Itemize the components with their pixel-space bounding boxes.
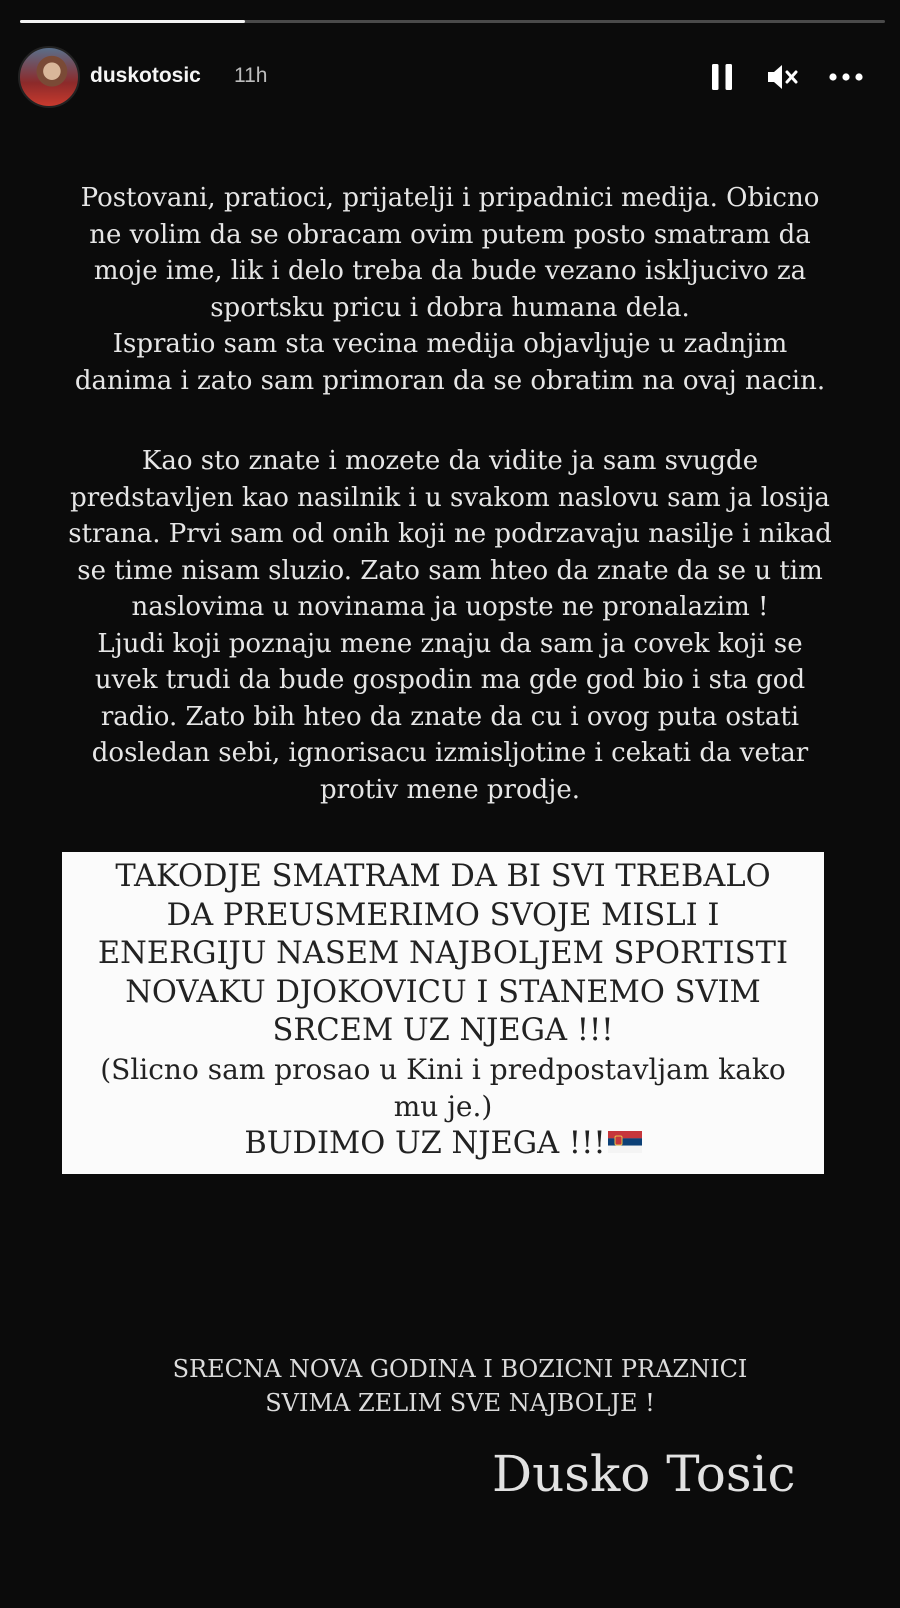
closing-message xyxy=(60,1352,860,1420)
box-caps-line: DA PREUSMERIMO SVOJE MISLI I xyxy=(166,897,720,933)
text-line: se time nisam sluzio. Zato sam hteo da znate da se u tim xyxy=(77,555,823,586)
avatar[interactable] xyxy=(18,46,80,108)
more-options-icon[interactable] xyxy=(828,60,864,94)
text-line: Postovani, pratioci, prijatelji i pripadnici medija. Obicno xyxy=(80,183,820,213)
box-final-line xyxy=(62,1125,824,1164)
text-line: dosledan sebi, ignorisacu izmisljotine i cekati da vetar xyxy=(91,738,809,768)
serbian-flag-icon xyxy=(608,1131,642,1153)
pause-icon[interactable] xyxy=(710,60,734,94)
message-paragraph-1 xyxy=(30,180,870,399)
box-caps-line: TAKODJE SMATRAM DA BI SVI TREBALO xyxy=(115,859,771,894)
text-line: danima i zato sam primoran da se obratim na ovaj nacin. xyxy=(74,365,826,396)
speaker-muted-icon[interactable] xyxy=(766,60,800,94)
post-time: 11h xyxy=(234,64,268,87)
text-line: naslovima u novinama ja uopste ne pronalazim ! xyxy=(131,592,769,622)
box-note-line: (Slicno sam prosao u Kini i predpostavljam kako xyxy=(100,1052,786,1086)
text-line: Ljudi koji poznaju mene znaju da sam ja covek koji se xyxy=(97,628,803,659)
closing-line: SRECNA NOVA GODINA I BOZICNI PRAZNICI xyxy=(172,1355,748,1383)
text-line: strana. Prvi sam od onih koji ne podrzavaju nasilje i nikad xyxy=(68,519,832,549)
text-line: moje ime, lik i delo treba da bude vezano iskljucivo za xyxy=(93,256,807,286)
text-line: radio. Zato bih hteo da znate da cu i ovog puta ostati xyxy=(100,701,800,732)
text-line: uvek trudi da bude gospodin ma gde god bio i sta god xyxy=(94,665,806,695)
text-line: Ispratio sam sta vecina medija objavljuje u zadnjim xyxy=(112,329,788,359)
story-header xyxy=(18,46,882,106)
story-progress-bar xyxy=(20,20,885,23)
box-final-text: BUDIMO UZ NJEGA !!! xyxy=(244,1125,606,1161)
box-note-line: mu je.) xyxy=(393,1089,493,1123)
text-line: protiv mene prodje. xyxy=(320,774,580,805)
story-progress-fill xyxy=(20,20,245,23)
box-caps-line: NOVAKU DJOKOVICU I STANEMO SVIM xyxy=(125,974,761,1010)
username[interactable]: duskotosic xyxy=(90,64,201,87)
text-line: ne volim da se obracam ovim putem posto smatram da xyxy=(89,219,811,250)
text-line: Kao sto znate i mozete da vidite ja sam svugde xyxy=(141,446,759,476)
signature: Dusko Tosic xyxy=(492,1445,796,1503)
text-line: predstavljen kao nasilnik i u svakom naslovu sam ja losija xyxy=(70,482,830,513)
box-caps-line: ENERGIJU NASEM NAJBOLJEM SPORTISTI xyxy=(97,936,789,971)
closing-line: SVIMA ZELIM SVE NAJBOLJE ! xyxy=(265,1389,655,1417)
text-line: sportsku pricu i dobra humana dela. xyxy=(210,292,690,323)
highlight-box xyxy=(62,852,824,1174)
box-caps-line: SRCEM UZ NJEGA !!! xyxy=(272,1013,614,1048)
message-paragraph-2 xyxy=(30,443,870,808)
